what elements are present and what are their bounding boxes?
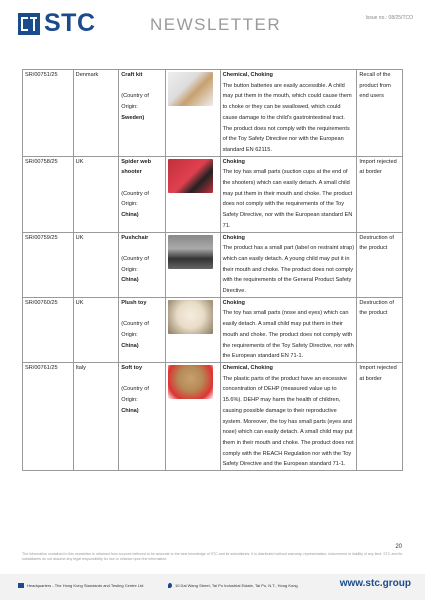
newsletter-title: NEWSLETTER	[150, 15, 282, 34]
product-name: Soft toy	[121, 364, 143, 371]
table-row	[23, 70, 403, 157]
notifying-country: UK	[73, 297, 119, 362]
location-pin-icon	[168, 583, 172, 588]
origin-value: Sweden)	[121, 114, 145, 121]
risk-cell	[220, 156, 357, 232]
product-cell	[119, 232, 166, 297]
notifying-country: Italy	[73, 362, 119, 470]
stc-logo	[18, 11, 96, 36]
logo-text: STC	[44, 9, 96, 37]
reference-number: SR/00758/25	[23, 156, 74, 232]
origin-label: (Country of Origin:	[121, 93, 149, 111]
page-number: 20	[395, 544, 402, 550]
stc-logo-mark	[18, 13, 40, 35]
risk-description: The button batteries are easily accessible. A child may put them in the mouth, which could cause them to choke or they can be swallowed, which could cause damage to the child's gastrointestinal tract. The product does not comply with the requirements of the Toy Safety Directive nor with the European standard EN 62115.	[222, 82, 352, 153]
risk-type: Choking	[222, 234, 245, 241]
product-name: Plush toy	[121, 299, 147, 306]
product-cell	[119, 362, 166, 470]
page-header	[0, 0, 425, 52]
product-photo	[168, 235, 213, 269]
risk-description: The plastic parts of the product have an excessive concentration of DEHP (measured value up to 15.6%). DEHP may harm the health of children, causing possible damage to their reproductive system. Moreover, the toy has small parts (eyes and nose) which can easily detach. A small child may put them in their mouth and choke. The product does not comply with the REACH Regulation nor with the Toy Safety Directive and the European standard 71-1.	[222, 375, 354, 468]
reference-number: SR/00751/25	[23, 70, 74, 157]
measures-taken: Import rejected at border	[357, 362, 403, 470]
risk-cell	[220, 232, 357, 297]
measures-taken: Destruction of the product	[357, 297, 403, 362]
origin-label: (Country of Origin:	[121, 321, 149, 338]
product-name: Pushchair	[121, 234, 149, 241]
product-photo	[168, 72, 213, 106]
measures-taken: Recall of the product from end users	[357, 70, 403, 157]
product-cell	[119, 297, 166, 362]
table-row	[23, 362, 403, 470]
risk-cell	[220, 362, 357, 470]
origin-value: China)	[121, 212, 139, 219]
disclaimer: The information contained in this newsletter is obtained from sources believed to be accurate to the best knowledge of STC and its subsidiaries. It is distributed without warranty, representation, inducement or liability of any kind. STC and its subsidiaries do not assume any legal responsibility for use or reliance upon the information.	[22, 552, 403, 561]
product-photo	[168, 300, 213, 334]
origin-value: China)	[121, 407, 139, 414]
risk-description: The product has a small part (label on restraint strap) which can easily detach. A young child may put it in their mouth and choke. The product does not comply with the requirements of the General Product Safety Directive.	[222, 245, 355, 295]
product-image-cell	[165, 70, 220, 157]
footer-hq	[18, 583, 144, 588]
origin-value: China)	[121, 277, 139, 284]
origin-label: (Country of Origin:	[121, 255, 149, 273]
notifying-country: UK	[73, 156, 119, 232]
measures-taken: Import rejected at border	[357, 156, 403, 232]
risk-cell	[220, 70, 357, 157]
product-cell	[119, 156, 166, 232]
risk-description: The toy has small parts (nose and eyes) which can easily detach. A small child may put them in their mouth and choke. The product does not comply with the requirements of the Toy Safety Directive, nor with the European standard EN 71-1.	[222, 310, 354, 360]
table-row	[23, 232, 403, 297]
product-cell	[119, 70, 166, 157]
hq-text: Headquarters - The Hong Kong Standards and Testing Centre Ltd.	[27, 583, 145, 588]
notifying-country: Denmark	[73, 70, 119, 157]
address-text: 10 Dai Wang Street, Tai Po Industrial Estate, Tai Po, N.T., Hong Kong	[175, 583, 298, 588]
risk-description: The toy has small parts (suction cups at the end of the shooters) which can easily detach. A small child may put them in their mouth and choke. The product does not comply with the requirements of the Toy Safety Directive, nor with the European standard EN 71.	[222, 169, 353, 229]
risk-cell	[220, 297, 357, 362]
product-image-cell	[165, 156, 220, 232]
origin-value: China)	[121, 342, 139, 349]
product-image-cell	[165, 232, 220, 297]
recall-table	[22, 69, 403, 471]
origin-label: (Country of Origin:	[121, 190, 149, 208]
notifying-country: UK	[73, 232, 119, 297]
product-image-cell	[165, 362, 220, 470]
risk-type: Choking	[222, 158, 245, 165]
table-row	[23, 297, 403, 362]
risk-type: Chemical, Choking	[222, 72, 273, 78]
product-image-cell	[165, 297, 220, 362]
origin-label: (Country of Origin:	[121, 386, 149, 404]
reference-number: SR/00761/25	[23, 362, 74, 470]
product-name: Spider web shooter	[121, 158, 152, 176]
reference-number: SR/00759/25	[23, 232, 74, 297]
product-photo	[168, 365, 213, 399]
product-name: Craft kit	[121, 72, 143, 78]
risk-type: Choking	[222, 299, 245, 306]
table-row	[23, 156, 403, 232]
measures-taken: Destruction of the product	[357, 232, 403, 297]
building-icon	[18, 583, 24, 588]
website-link[interactable]: www.stc.group	[339, 578, 411, 589]
issue-number: Issue no.: 08/25/TCO	[365, 15, 413, 21]
reference-number: SR/00760/25	[23, 297, 74, 362]
risk-type: Chemical, Choking	[222, 364, 273, 371]
product-photo	[168, 159, 213, 193]
footer-address	[168, 583, 298, 588]
